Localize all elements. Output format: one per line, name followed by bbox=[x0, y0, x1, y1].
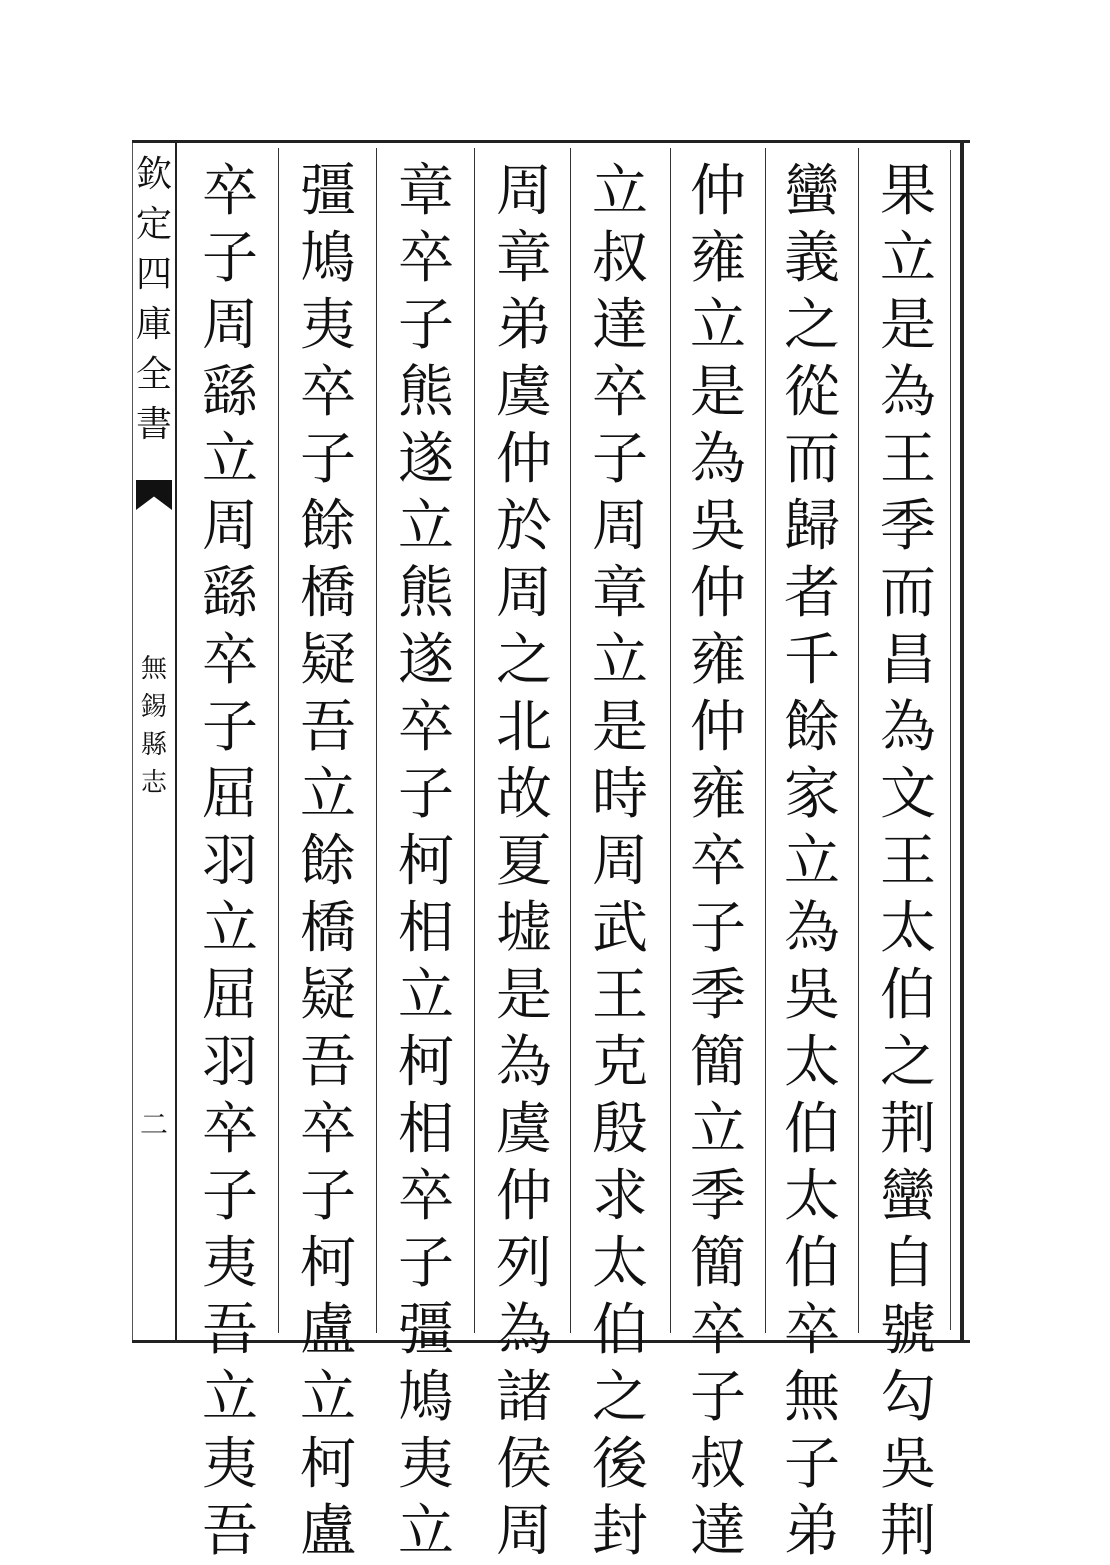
character: 雍 bbox=[690, 226, 746, 291]
character: 號 bbox=[880, 1298, 936, 1363]
text-column-4 bbox=[580, 158, 660, 1564]
character: 義 bbox=[784, 226, 840, 291]
character: 無 bbox=[784, 1365, 840, 1430]
character: 熊 bbox=[398, 561, 454, 626]
character: 之 bbox=[784, 293, 840, 358]
character: 伯 bbox=[784, 1097, 840, 1162]
character: 簡 bbox=[690, 1231, 746, 1296]
character: 熊 bbox=[398, 360, 454, 425]
character: 為 bbox=[880, 695, 936, 760]
character: 周 bbox=[592, 829, 648, 894]
character: 之 bbox=[592, 1365, 648, 1430]
character: 墟 bbox=[496, 896, 552, 961]
character: 虞 bbox=[496, 1097, 552, 1162]
character: 是 bbox=[496, 963, 552, 1028]
character: 是 bbox=[592, 695, 648, 760]
character: 王 bbox=[880, 427, 936, 492]
character: 子 bbox=[202, 1164, 258, 1229]
frame-right-border bbox=[960, 140, 964, 1343]
character: 餘 bbox=[300, 494, 356, 559]
character: 周 bbox=[592, 494, 648, 559]
character: 章 bbox=[398, 159, 454, 224]
character: 仲 bbox=[690, 561, 746, 626]
character: 子 bbox=[690, 1365, 746, 1430]
text-column-7 bbox=[288, 158, 368, 1564]
text-column-5 bbox=[484, 158, 564, 1564]
character: 立 bbox=[398, 963, 454, 1028]
character: 彊 bbox=[300, 159, 356, 224]
character: 屈 bbox=[202, 963, 258, 1028]
character: 為 bbox=[496, 1030, 552, 1095]
character: 彊 bbox=[398, 1298, 454, 1363]
text-column-2 bbox=[772, 158, 852, 1564]
character: 盧 bbox=[300, 1499, 356, 1564]
character: 立 bbox=[592, 159, 648, 224]
text-column-8 bbox=[190, 158, 270, 1564]
character: 吳 bbox=[784, 963, 840, 1028]
character: 王 bbox=[880, 829, 936, 894]
character: 季 bbox=[880, 494, 936, 559]
character: 錫 bbox=[140, 692, 167, 722]
character: 子 bbox=[300, 427, 356, 492]
character: 遂 bbox=[398, 427, 454, 492]
character: 吾 bbox=[300, 1030, 356, 1095]
character: 弟 bbox=[496, 293, 552, 358]
character: 伯 bbox=[880, 963, 936, 1028]
character: 封 bbox=[592, 1499, 648, 1564]
column-rule bbox=[570, 148, 571, 1333]
character: 之 bbox=[496, 628, 552, 693]
character: 立 bbox=[880, 226, 936, 291]
character: 夷 bbox=[300, 293, 356, 358]
character: 卒 bbox=[398, 226, 454, 291]
character: 周 bbox=[202, 494, 258, 559]
character: 疑 bbox=[300, 963, 356, 1028]
character: 為 bbox=[784, 896, 840, 961]
character: 荆 bbox=[880, 1097, 936, 1162]
character: 夷 bbox=[202, 1231, 258, 1296]
character: 繇 bbox=[202, 561, 258, 626]
character: 吳 bbox=[690, 494, 746, 559]
text-column-3 bbox=[678, 158, 758, 1564]
character: 故 bbox=[496, 762, 552, 827]
character: 殷 bbox=[592, 1097, 648, 1162]
character: 子 bbox=[202, 695, 258, 760]
character: 昌 bbox=[880, 628, 936, 693]
character: 仲 bbox=[496, 1164, 552, 1229]
character: 是 bbox=[880, 293, 936, 358]
character: 周 bbox=[202, 293, 258, 358]
text-column-1 bbox=[868, 158, 948, 1564]
character: 列 bbox=[496, 1231, 552, 1296]
character: 太 bbox=[784, 1164, 840, 1229]
character: 夷 bbox=[202, 1432, 258, 1497]
column-rule bbox=[670, 148, 671, 1333]
character: 仲 bbox=[690, 695, 746, 760]
character: 橋 bbox=[300, 561, 356, 626]
character: 章 bbox=[592, 561, 648, 626]
character: 諸 bbox=[496, 1365, 552, 1430]
character: 虞 bbox=[496, 360, 552, 425]
character: 志 bbox=[140, 768, 167, 798]
character: 柯 bbox=[300, 1432, 356, 1497]
character: 求 bbox=[592, 1164, 648, 1229]
character: 於 bbox=[496, 494, 552, 559]
character: 橋 bbox=[300, 896, 356, 961]
character: 卒 bbox=[690, 829, 746, 894]
character: 荆 bbox=[880, 1499, 936, 1564]
character: 為 bbox=[496, 1298, 552, 1363]
character: 太 bbox=[880, 896, 936, 961]
character: 鳩 bbox=[300, 226, 356, 291]
character: 而 bbox=[784, 427, 840, 492]
character: 無 bbox=[140, 654, 167, 684]
page-number: 二 bbox=[139, 1108, 168, 1141]
character: 疑 bbox=[300, 628, 356, 693]
character: 勾 bbox=[880, 1365, 936, 1430]
character: 吾 bbox=[300, 695, 356, 760]
character: 羽 bbox=[202, 829, 258, 894]
character: 柯 bbox=[300, 1231, 356, 1296]
character: 叔 bbox=[592, 226, 648, 291]
character: 立 bbox=[398, 1499, 454, 1564]
column-rule bbox=[474, 148, 475, 1333]
character: 簡 bbox=[690, 1030, 746, 1095]
character: 達 bbox=[592, 293, 648, 358]
character: 卒 bbox=[300, 360, 356, 425]
character: 章 bbox=[496, 226, 552, 291]
character: 定 bbox=[135, 204, 172, 245]
character: 伯 bbox=[784, 1231, 840, 1296]
character: 王 bbox=[592, 963, 648, 1028]
character: 庫 bbox=[135, 304, 172, 345]
character: 家 bbox=[784, 762, 840, 827]
character: 立 bbox=[202, 427, 258, 492]
character: 餘 bbox=[300, 829, 356, 894]
column-rule bbox=[765, 148, 766, 1333]
character: 立 bbox=[300, 1365, 356, 1430]
text-column-6 bbox=[386, 158, 466, 1564]
margin-column-border bbox=[175, 140, 177, 1343]
character: 全 bbox=[135, 354, 172, 395]
character: 屈 bbox=[202, 762, 258, 827]
character: 盧 bbox=[300, 1298, 356, 1363]
character: 者 bbox=[784, 561, 840, 626]
character: 仲 bbox=[496, 427, 552, 492]
character: 吳 bbox=[880, 1432, 936, 1497]
character: 雍 bbox=[690, 628, 746, 693]
character: 仲 bbox=[690, 159, 746, 224]
character: 子 bbox=[690, 896, 746, 961]
character: 子 bbox=[398, 1231, 454, 1296]
character: 柯 bbox=[398, 829, 454, 894]
character: 卒 bbox=[398, 1164, 454, 1229]
character: 夏 bbox=[496, 829, 552, 894]
character: 立 bbox=[690, 1097, 746, 1162]
character: 克 bbox=[592, 1030, 648, 1095]
character: 武 bbox=[592, 896, 648, 961]
column-rule bbox=[376, 148, 377, 1333]
character: 餘 bbox=[784, 695, 840, 760]
character: 縣 bbox=[140, 730, 167, 760]
character: 立 bbox=[202, 896, 258, 961]
character: 季 bbox=[690, 963, 746, 1028]
book-title bbox=[133, 150, 175, 450]
character: 相 bbox=[398, 1097, 454, 1162]
character: 立 bbox=[690, 293, 746, 358]
character: 為 bbox=[690, 427, 746, 492]
character: 吾 bbox=[202, 1298, 258, 1363]
character: 子 bbox=[202, 226, 258, 291]
character: 千 bbox=[784, 628, 840, 693]
character: 鳩 bbox=[398, 1365, 454, 1430]
character: 雍 bbox=[690, 762, 746, 827]
character: 果 bbox=[880, 159, 936, 224]
character: 季 bbox=[690, 1164, 746, 1229]
character: 是 bbox=[690, 360, 746, 425]
character: 自 bbox=[880, 1231, 936, 1296]
column-rule bbox=[858, 148, 859, 1333]
character: 子 bbox=[398, 762, 454, 827]
character: 蠻 bbox=[784, 159, 840, 224]
character: 蠻 bbox=[880, 1164, 936, 1229]
character: 北 bbox=[496, 695, 552, 760]
character: 吾 bbox=[202, 1499, 258, 1564]
character: 子 bbox=[592, 427, 648, 492]
character: 周 bbox=[496, 1499, 552, 1564]
character: 弟 bbox=[784, 1499, 840, 1564]
character: 叔 bbox=[690, 1432, 746, 1497]
character: 夷 bbox=[398, 1432, 454, 1497]
character: 周 bbox=[496, 561, 552, 626]
character: 卒 bbox=[398, 695, 454, 760]
character: 卒 bbox=[784, 1298, 840, 1363]
character: 子 bbox=[398, 293, 454, 358]
character: 歸 bbox=[784, 494, 840, 559]
character: 卒 bbox=[202, 159, 258, 224]
frame-top-border bbox=[132, 140, 970, 143]
character: 書 bbox=[135, 404, 172, 445]
character: 達 bbox=[690, 1499, 746, 1564]
character: 立 bbox=[300, 762, 356, 827]
character: 相 bbox=[398, 896, 454, 961]
character: 遂 bbox=[398, 628, 454, 693]
character: 太 bbox=[784, 1030, 840, 1095]
character: 立 bbox=[398, 494, 454, 559]
character: 文 bbox=[880, 762, 936, 827]
character: 伯 bbox=[592, 1298, 648, 1363]
character: 子 bbox=[784, 1432, 840, 1497]
character: 而 bbox=[880, 561, 936, 626]
character: 後 bbox=[592, 1432, 648, 1497]
fishtail-mark bbox=[136, 480, 172, 510]
character: 四 bbox=[135, 254, 172, 295]
character: 立 bbox=[592, 628, 648, 693]
character: 卒 bbox=[202, 628, 258, 693]
character: 子 bbox=[300, 1164, 356, 1229]
character: 之 bbox=[880, 1030, 936, 1095]
character: 立 bbox=[784, 829, 840, 894]
character: 周 bbox=[496, 159, 552, 224]
character: 太 bbox=[592, 1231, 648, 1296]
volume-title bbox=[133, 650, 175, 802]
character: 為 bbox=[880, 360, 936, 425]
character: 柯 bbox=[398, 1030, 454, 1095]
column-rule bbox=[278, 148, 279, 1333]
character: 繇 bbox=[202, 360, 258, 425]
character: 卒 bbox=[592, 360, 648, 425]
character: 侯 bbox=[496, 1432, 552, 1497]
character: 卒 bbox=[690, 1298, 746, 1363]
character: 欽 bbox=[135, 154, 172, 195]
character: 羽 bbox=[202, 1030, 258, 1095]
character: 從 bbox=[784, 360, 840, 425]
frame-right-inner-border bbox=[950, 150, 951, 1330]
character: 立 bbox=[202, 1365, 258, 1430]
character: 時 bbox=[592, 762, 648, 827]
character: 卒 bbox=[202, 1097, 258, 1162]
character: 卒 bbox=[300, 1097, 356, 1162]
